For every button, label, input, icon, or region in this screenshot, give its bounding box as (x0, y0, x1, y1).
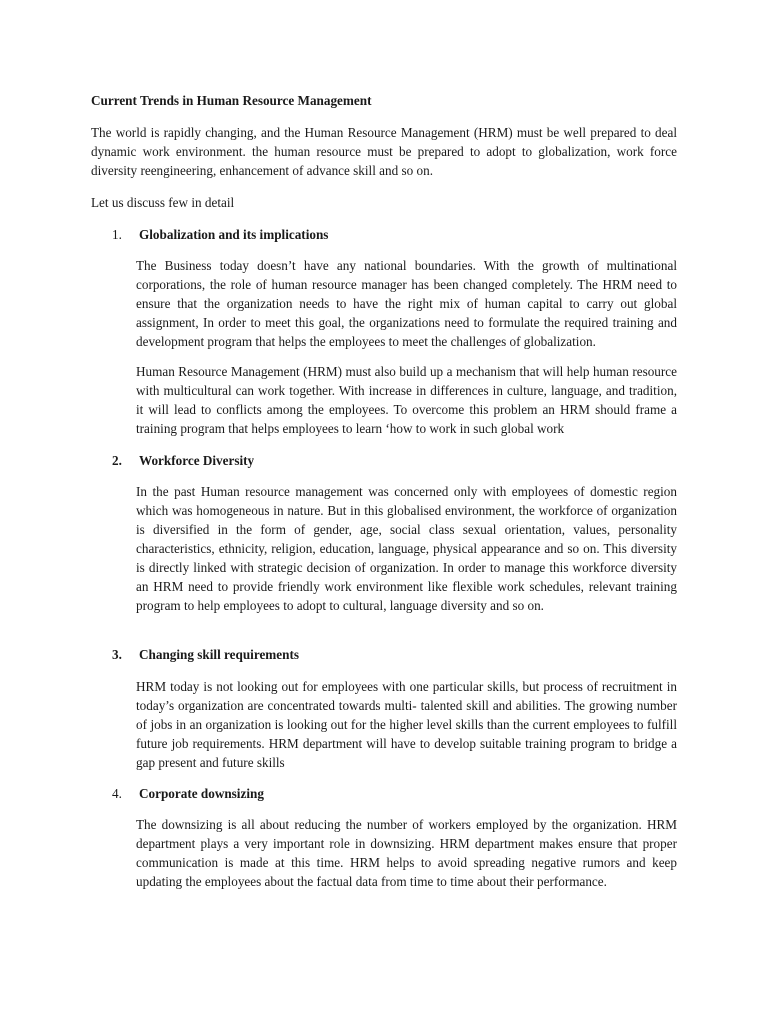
intro-paragraph: The world is rapidly changing, and the Human Resource Management (HRM) must be well prepared to deal dynamic work environment. the human resource must be prepared to adopt to globalization, work force diversity reengineering, enhancement of advance skill and so on. (91, 125, 677, 178)
document-title: Current Trends in Human Resource Management (91, 93, 372, 108)
section-heading-changing-skill (112, 645, 299, 664)
section-title: Changing skill requirements (139, 647, 299, 662)
section-title: Globalization and its implications (139, 227, 329, 242)
section-paragraph: Human Resource Management (HRM) must also build up a mechanism that will help human resource with multicultural can work together. With increase in differences in culture, language, and tradition, it will lead to conflicts among the employees. To overcome this problem an HRM should frame a training program that helps employees to learn ‘how to work in such global work (136, 364, 677, 436)
section-number: 1. (112, 227, 122, 242)
section-heading-workforce-diversity (112, 451, 254, 470)
section-title: Workforce Diversity (139, 453, 255, 468)
section-heading-corporate-downsizing (112, 784, 264, 803)
section-paragraph: In the past Human resource management was concerned only with employees of domestic region which was homogeneous in nature. But in this globalised environment, the workforce of organization is diversified in the form of gender, age, social class sexual orientation, values, personality characteristics, ethnicity, religion, education, language, physical appearance and so on. This diversity is directly linked with strategic decision of organization. In order to manage this workforce diversity an HRM need to provide friendly work environment like flexible work schedules, relevant training program to help employees to adopt to cultural, language diversity and so on. (136, 484, 677, 613)
lead-text: Let us discuss few in detail (91, 195, 235, 210)
section-number: 2. (112, 453, 122, 468)
section-paragraph: The Business today doesn’t have any national boundaries. With the growth of multinational corporations, the role of human resource manager has been changed completely. The HRM need to ensure that the organization needs to have the right mix of human capital to carry out global assignment, In order to meet this goal, the organizations need to formulate the required training and development program that helps the employees to meet the challenges of globalization. (136, 258, 677, 349)
section-heading-globalization (112, 225, 328, 244)
section-paragraph: HRM today is not looking out for employees with one particular skills, but process of recruitment in today’s organization are concentrated towards multi- talented skill and abilities. The growing number of jobs in an organization is looking out for the higher level skills than the current employees to fulfill future job requirements. HRM department will have to develop suitable training program to bridge a gap present and future skills (136, 679, 677, 770)
section-number: 3. (112, 647, 122, 662)
section-paragraph: The downsizing is all about reducing the number of workers employed by the organization. HRM department plays a very important role in downsizing. HRM department makes ensure that proper communication is made at this time. HRM helps to avoid spreading negative rumors and keep updating the employees about the factual data from time to time about their performance. (136, 817, 677, 889)
section-number: 4. (112, 786, 122, 801)
section-title: Corporate downsizing (139, 786, 264, 801)
